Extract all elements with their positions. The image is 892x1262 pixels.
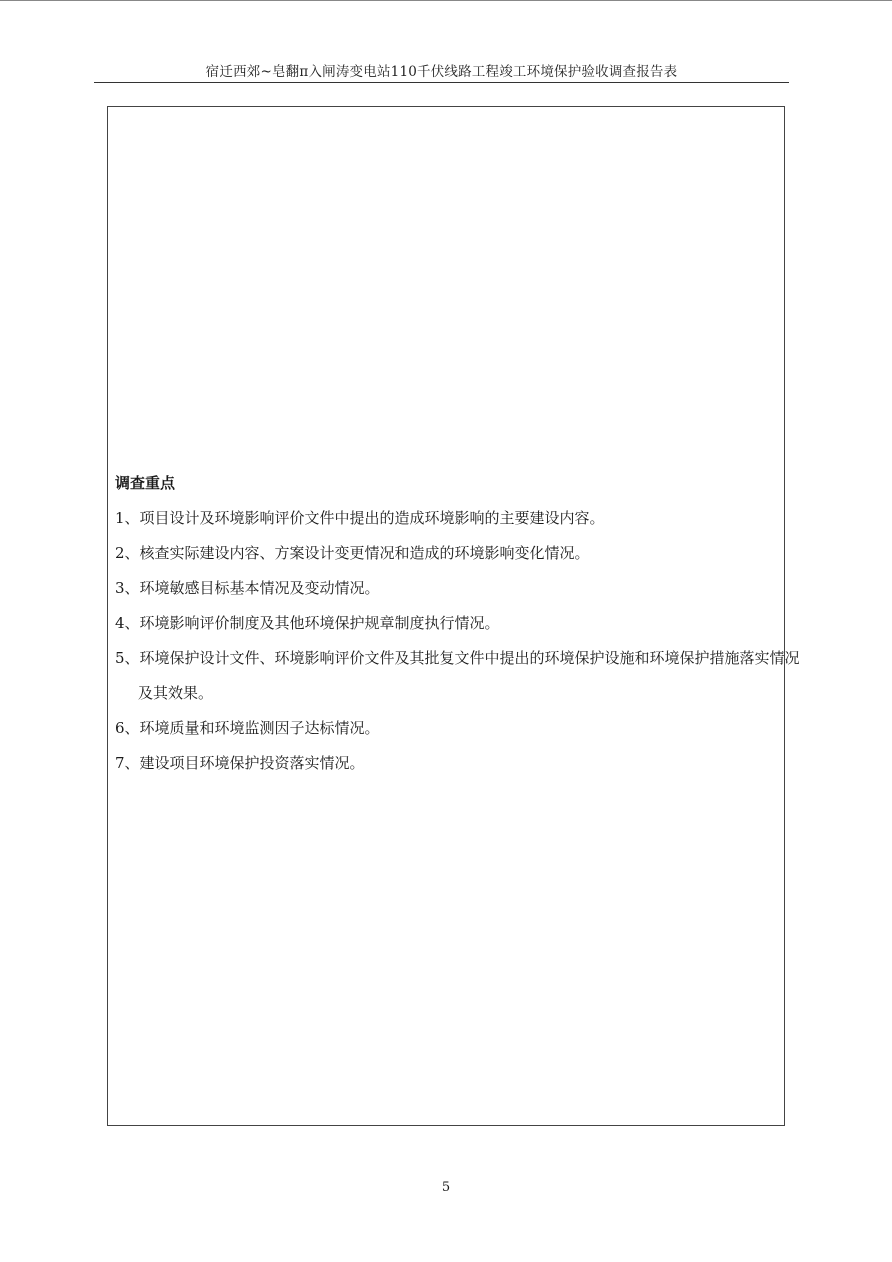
page-number: 5	[441, 1180, 451, 1195]
list-item: 5、环境保护设计文件、环境影响评价文件及其批复文件中提出的环境保护设施和环境保护措施落实情况及其效果。	[115, 649, 800, 702]
page-top-border	[0, 0, 892, 1]
section-heading: 调查重点	[115, 474, 176, 492]
list-item: 3、环境敏感目标基本情况及变动情况。	[115, 579, 380, 597]
list-item: 4、环境影响评价制度及其他环境保护规章制度执行情况。	[115, 614, 500, 632]
list-item: 7、建设项目环境保护投资落实情况。	[115, 754, 365, 772]
header-rule	[94, 82, 789, 83]
list-item: 1、项目设计及环境影响评价文件中提出的造成环境影响的主要建设内容。	[115, 509, 605, 527]
survey-focus-section	[115, 466, 800, 781]
list-item: 2、核查实际建设内容、方案设计变更情况和造成的环境影响变化情况。	[115, 544, 590, 562]
list-item: 6、环境质量和环境监测因子达标情况。	[115, 719, 380, 737]
running-header: 宿迁西郊~皂翻π入闸涛变电站110千伏线路工程竣工环境保护验收调查报告表	[205, 64, 678, 80]
